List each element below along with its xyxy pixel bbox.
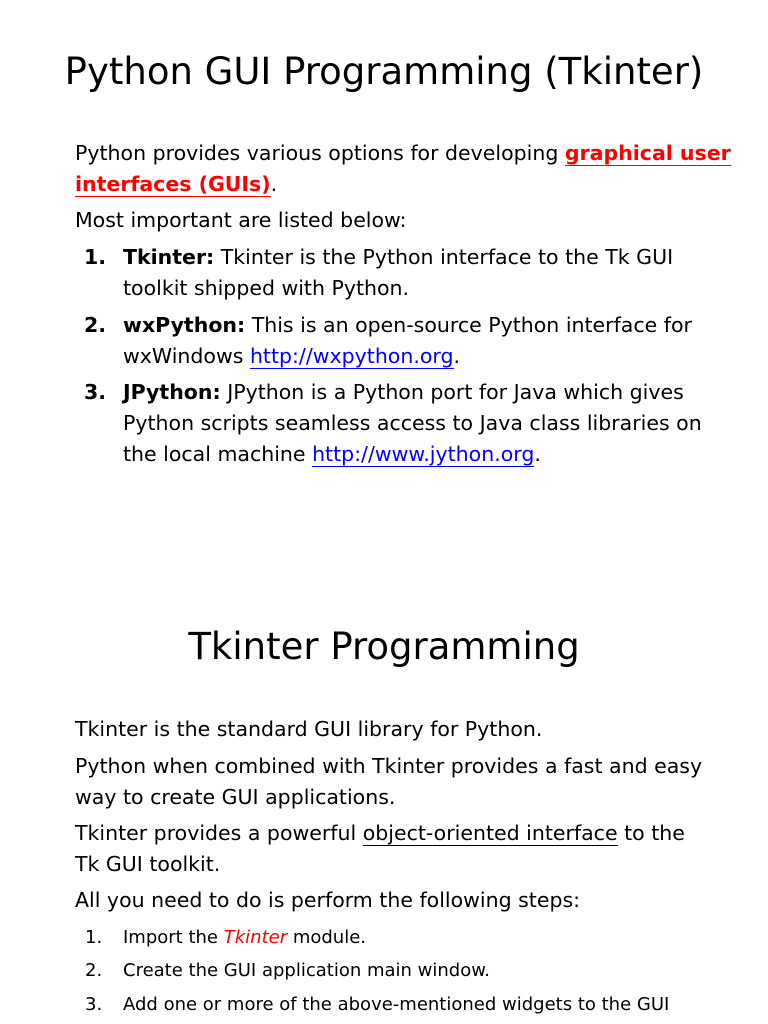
- list-item-2-line1: [123, 310, 743, 341]
- list-item-2-line2: [123, 341, 743, 372]
- most-important-text: Most important are listed below:: [75, 208, 407, 232]
- list-item-2-name: wxPython:: [123, 313, 246, 337]
- intro-paragraph-line2: [75, 169, 735, 200]
- oo-suffix: to the: [617, 821, 685, 845]
- list-item-1-line2: toolkit shipped with Python.: [123, 276, 410, 300]
- list-item-1-number: 1.: [84, 245, 107, 269]
- paragraph-steps-intro: All you need to do is perform the following steps:: [75, 888, 581, 912]
- gui-link-part2[interactable]: interfaces (GUIs): [75, 172, 271, 196]
- list-item-3-suffix: .: [534, 442, 541, 466]
- list-item-1-name: Tkinter:: [123, 245, 215, 269]
- slide1-title: Python GUI Programming (Tkinter): [64, 50, 704, 93]
- intro-paragraph-line1: [75, 138, 735, 169]
- list-item-3-prefix: the local machine: [123, 442, 313, 466]
- paragraph-standard-library: Tkinter is the standard GUI library for Python.: [75, 717, 543, 741]
- oo-prefix: Tkinter provides a powerful: [75, 821, 363, 845]
- step-3-text: Add one or more of the above-mentioned widgets to the GUI: [123, 994, 670, 1015]
- step-1-number: 1.: [85, 927, 103, 948]
- paragraph-fast-easy-line1: Python when combined with Tkinter provides a fast and easy: [75, 754, 703, 778]
- list-item-3-line3: [123, 439, 743, 470]
- list-item-3-line1: [123, 377, 743, 408]
- oo-interface-link[interactable]: object-oriented interface: [362, 821, 618, 845]
- wxpython-link[interactable]: http://wxpython.org: [249, 344, 454, 368]
- step-2-text: Create the GUI application main window.: [123, 960, 491, 981]
- list-item-2-prefix: wxWindows: [123, 344, 250, 368]
- jython-link[interactable]: http://www.jython.org: [312, 442, 535, 466]
- list-item-2-number: 2.: [84, 313, 107, 337]
- step-3-number: 3.: [85, 994, 103, 1015]
- list-item-3-name: JPython:: [123, 380, 221, 404]
- slide2-title: Tkinter Programming: [188, 625, 580, 668]
- list-item-3-number: 3.: [84, 380, 107, 404]
- list-item-3-line2: Python scripts seamless access to Java class libraries on: [123, 411, 702, 435]
- step-1-text: [123, 922, 743, 953]
- paragraph-oo-interface-line1: [75, 818, 735, 849]
- list-item-2-text: This is an open-source Python interface for: [245, 313, 692, 337]
- gui-link-part1[interactable]: graphical user: [564, 141, 731, 165]
- list-item-3-text: JPython is a Python port for Java which gives: [220, 380, 684, 404]
- step-1-prefix: Import the: [123, 927, 224, 948]
- list-item-1-text: Tkinter is the Python interface to the Tk GUI: [214, 245, 674, 269]
- list-item-1-line1: [123, 242, 743, 273]
- paragraph-fast-easy-line2: way to create GUI applications.: [75, 785, 396, 809]
- step-1-emphasis: Tkinter: [223, 927, 288, 948]
- list-item-2-suffix: .: [453, 344, 461, 368]
- intro-suffix: .: [270, 172, 278, 196]
- step-2-number: 2.: [85, 960, 103, 981]
- intro-prefix: Python provides various options for developing: [75, 141, 565, 165]
- step-1-suffix: module.: [287, 927, 367, 948]
- paragraph-oo-interface-line2: Tk GUI toolkit.: [75, 852, 221, 876]
